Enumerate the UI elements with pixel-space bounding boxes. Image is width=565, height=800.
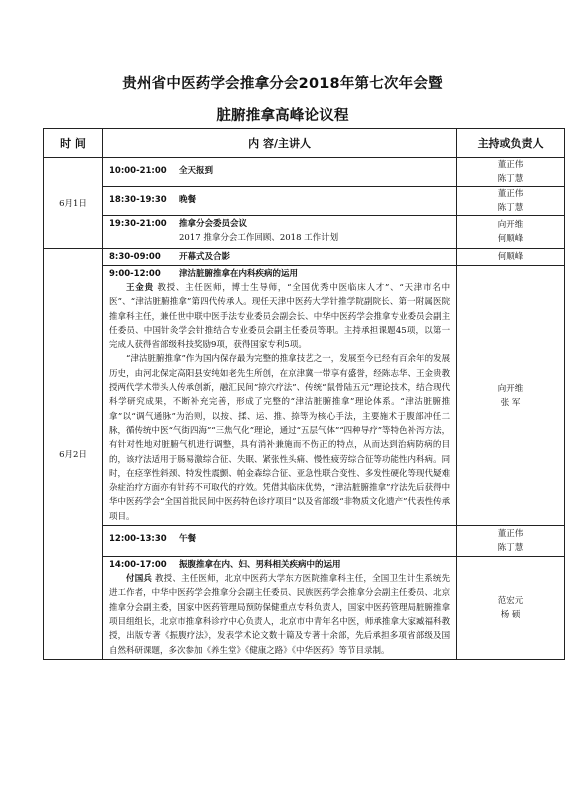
- host-name: 陈丁慧: [497, 203, 524, 213]
- day2-date: 6月2日: [44, 249, 103, 660]
- speaker-bio: [109, 281, 450, 352]
- host-name: 董正伟: [497, 160, 524, 170]
- table-row: [44, 158, 565, 187]
- host-name: 范宏元: [497, 595, 524, 606]
- item-time: 18:30-19:30: [109, 195, 167, 205]
- host-name: 董正伟: [497, 529, 524, 540]
- table-row: [44, 557, 565, 660]
- item-title: 振腹推拿在内、妇、男科相关疾病中的运用: [179, 560, 341, 571]
- host-name: 张 军: [500, 397, 521, 408]
- item-time: 19:30-21:00: [109, 219, 167, 229]
- agenda-item: [103, 266, 457, 526]
- host-cell: [457, 249, 565, 266]
- host-name: 向开维: [497, 383, 524, 394]
- host-cell: [457, 158, 565, 187]
- header-host: 主持或负责人: [457, 129, 565, 158]
- host-name: 陈丁慧: [497, 543, 524, 554]
- host-name: 董正伟: [497, 189, 524, 199]
- table-row: [44, 249, 565, 266]
- day1-date: 6月1日: [44, 158, 103, 249]
- table-row: [44, 187, 565, 216]
- item-title: 开幕式及合影: [179, 252, 231, 262]
- table-row: [44, 266, 565, 526]
- host-cell: [457, 266, 565, 526]
- page-title-line-1: 贵州省中医药学会推拿分会2018年第七次年会暨: [122, 76, 443, 92]
- item-title: 全天报到: [179, 166, 214, 176]
- talk-description: “津沽脏腑推拿”作为国内保存最为完整的推拿技艺之一，发展至今已经有百余年的发展历史，由河北保定高阳县安纯如老先生所创，在京津冀一带享有盛誉，经陈志华、王金贵教授两代学术带头人传承创新，融汇民间“捺穴疗法”、传统“鼠骨陆五元”理论技术，结合现代科学研究成果，不断补充完善，形成了完整的“津沽脏腑推拿”理论体系。“津沽脏腑推拿”以“调气通脉”为治则，以按、揉、运、推、捺等为核心手法，主要施术于腹部冲任二脉，循传统中医“气街四海”“三焦气化”理论，通过“五层气体”“四种导疗”等特色补泻方法，有针对性地对脏腑气机进行调整，具有消补兼施而不伤正的特点，从而达到治病防病的目的，该疗法适用于肠易激综合征、失眠、紧张性头痛、慢性疲劳综合征等功能性内科病。同时，在痉挛性斜颈、特发性震颤、帕金森综合征、亚急性联合变性、多发性硬化等现代疑难杂症治疗方面亦有针药不可取代的疗效。凭借其临床优势，“津沽脏腑推拿”疗法先后获得中华中医药学会“全国首批民间中医药特色诊疗项目”以及省部级“非物质文化遗产”代表性传承项目。: [109, 354, 451, 522]
- header-time: 时 间: [44, 129, 103, 158]
- item-time: 9:00-12:00: [109, 269, 161, 279]
- bio-text: 教授、主任医师，博士生导师，“全国优秀中医临床人才”、“天津市名中医”、“津沽脏腑推拿”第四代传承人。现任天津中医药大学针推学院副院长、第一附属医院推拿科主任，兼任世中联中医手法专业委员会副会长、中华中医药学会推拿专业委员会副主任委员、中国针灸学会针推结合专业委员会副主任委员等职。主持承担课题45项，以第一完成人获得省部级科技奖励9项，获得国家专利5项。: [109, 283, 451, 351]
- host-cell: [457, 187, 565, 216]
- host-cell: [457, 216, 565, 249]
- host-name: 向开维: [497, 220, 524, 230]
- item-time: 14:00-17:00: [109, 560, 167, 571]
- speaker-name: 王金贵: [126, 283, 154, 293]
- agenda-table: [43, 128, 565, 660]
- host-name: 何顺峰: [497, 252, 524, 262]
- item-subtitle: 2017 推拿分会工作回顾、2018 工作计划: [179, 233, 339, 243]
- table-row: [44, 216, 565, 249]
- agenda-item: [103, 557, 457, 660]
- speaker-name: 付国兵: [126, 574, 153, 585]
- bio-text: 教授、主任医师，北京中医药大学东方医院推拿科主任，全国卫生计生系统先进工作者，中华中医药学会推拿分会副主任委员、民族医药学会推拿分会副主任委员、北京推拿分会副主委，国家中医药管理局预防保健重点专科负责人，国家中医药管理局脏腑推拿项目组组长，北京市推拿科诊疗中心负责人，北京市中青年名中医，师承推拿大家臧福科教授，出版专著《振腹疗法》，发表学术论文数十篇及专著十余部，先后承担多项省部级及国自然科研课题，多次参加《养生堂》《健康之路》《中华医药》等节目录制。: [109, 574, 451, 656]
- item-title: 津沽脏腑推拿在内科疾病的运用: [179, 269, 299, 279]
- host-name: 何顺峰: [497, 234, 524, 244]
- agenda-item: [103, 526, 457, 557]
- agenda-item: [103, 216, 457, 249]
- item-title: 晚餐: [179, 195, 197, 205]
- item-title: 午餐: [179, 534, 197, 545]
- table-header-row: [44, 129, 565, 158]
- item-time: 12:00-13:30: [109, 534, 167, 545]
- agenda-item: [103, 187, 457, 216]
- host-name: 陈丁慧: [497, 174, 524, 184]
- page-title-line-2: 脏腑推拿高峰论议程: [216, 108, 349, 124]
- table-row: [44, 526, 565, 557]
- item-title: 推拿分会委员会议: [179, 219, 248, 229]
- host-cell: [457, 557, 565, 660]
- host-cell: [457, 526, 565, 557]
- item-time: 8:30-09:00: [109, 252, 161, 262]
- agenda-item: [103, 249, 457, 266]
- header-content: 内 容/主讲人: [103, 129, 457, 158]
- speaker-bio: [109, 572, 450, 658]
- agenda-item: [103, 158, 457, 187]
- item-time: 10:00-21:00: [109, 166, 167, 176]
- host-name: 杨 硕: [500, 609, 521, 620]
